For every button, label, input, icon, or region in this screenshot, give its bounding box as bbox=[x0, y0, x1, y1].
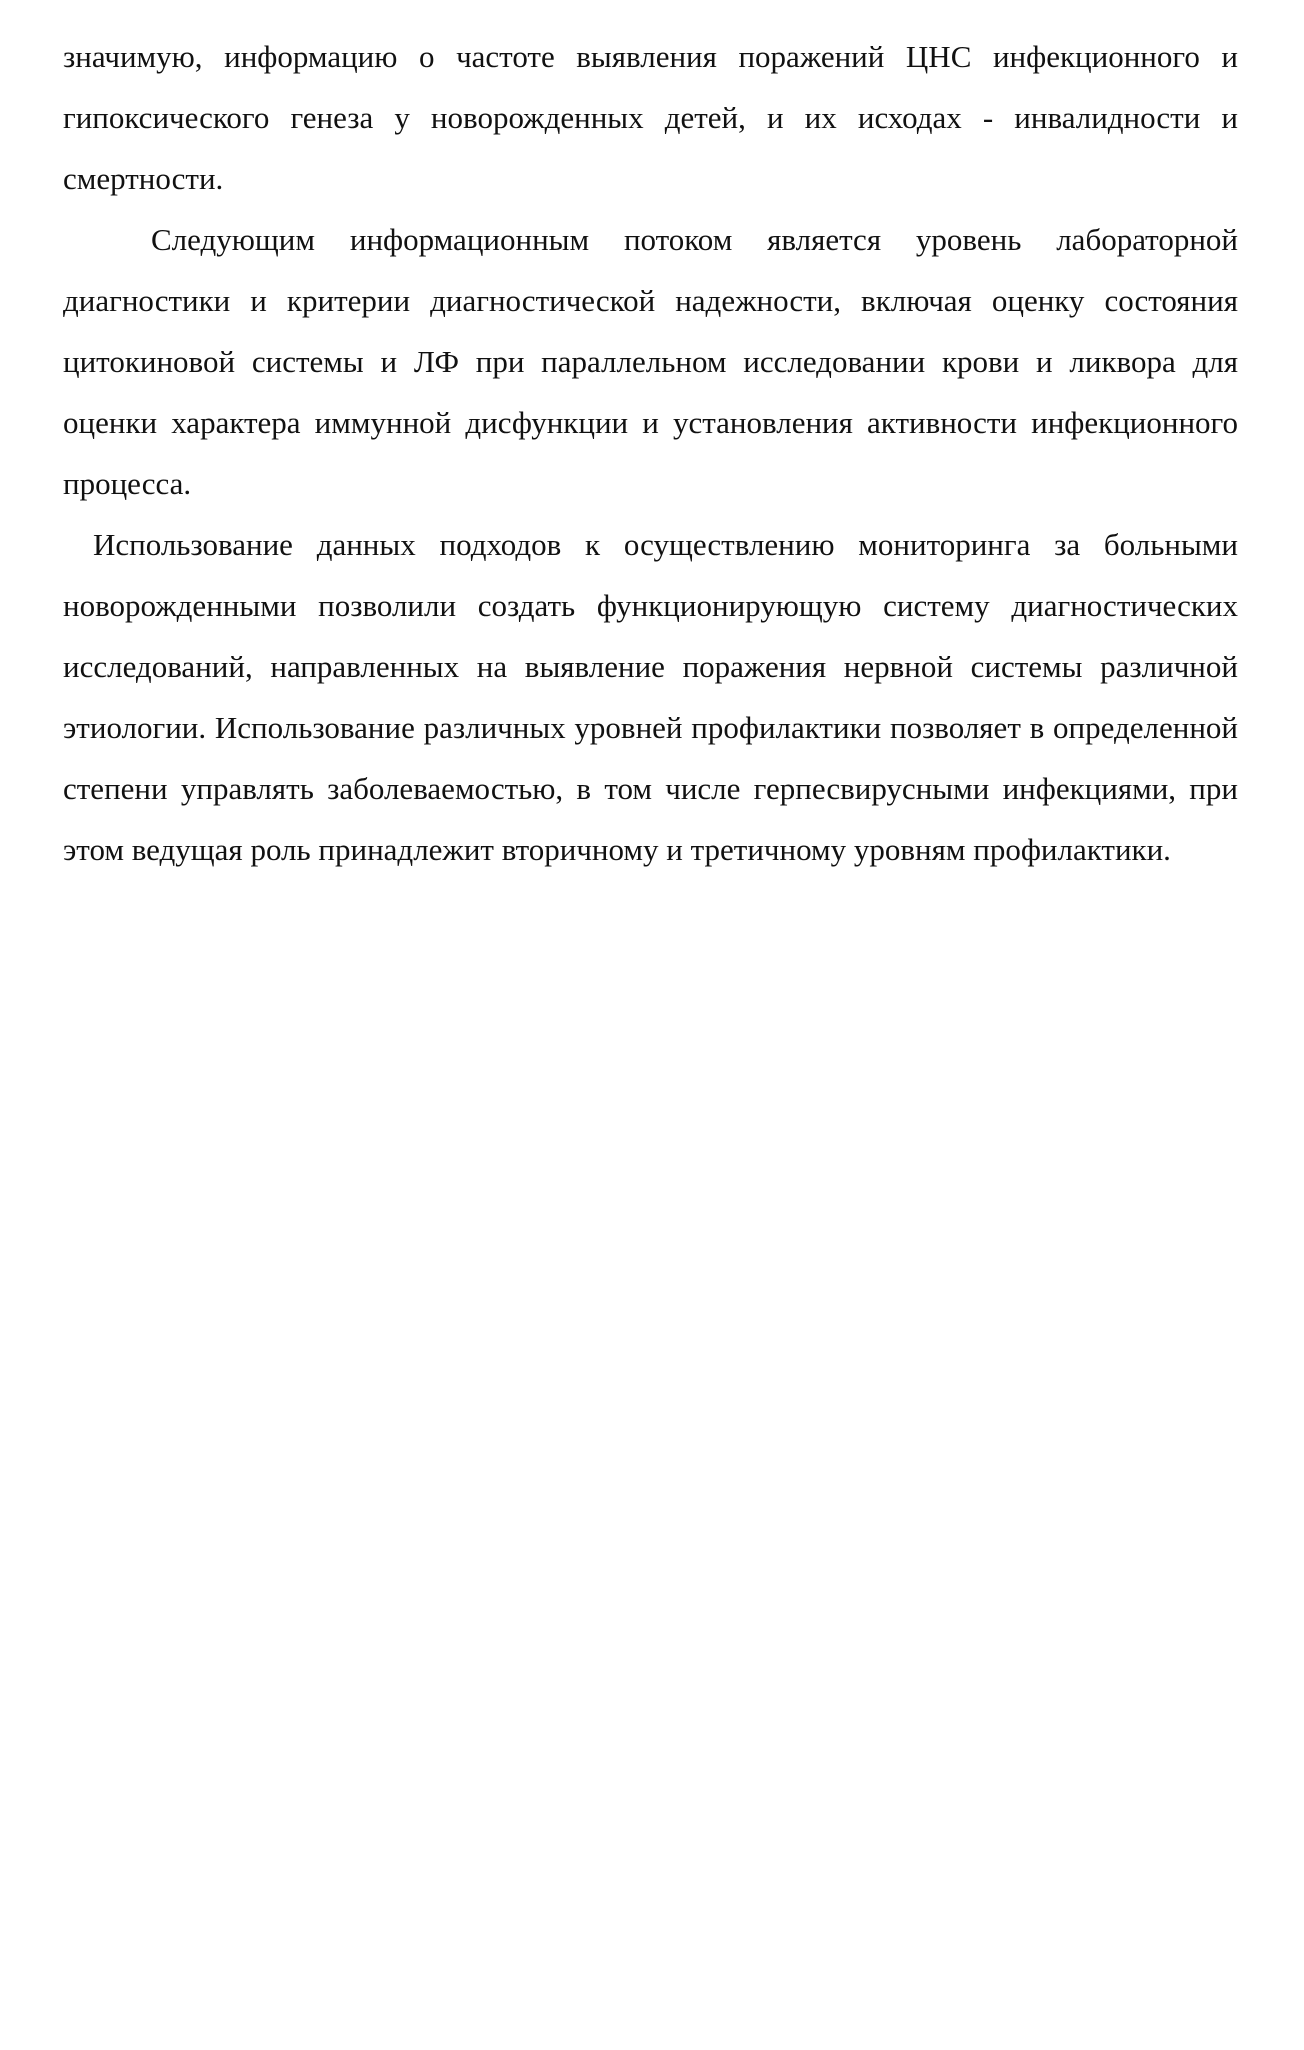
paragraph-monitoring-system: Использование данных подходов к осуществлению мониторинга за больными новорожденными позволили создать функционирующую систему диагностических исследований, направленных на выявление поражения нервной системы различной этиологии. Использование различных уровней профилактики позволяет в определенной степени управлять заболеваемостью, в том числе герпесвирусными инфекциями, при этом ведущая роль принадлежит вторичному и третичному уровням профилактики. bbox=[63, 527, 1238, 867]
paragraph-laboratory-diagnostics: Следующим информационным потоком является уровень лабораторной диагностики и критерии диагностической надежности, включая оценку состояния цитокиновой системы и ЛФ при параллельном исследовании крови и ликвора для оценки характера иммунной дисфункции и установления активности инфекционного процесса. bbox=[63, 222, 1238, 501]
paragraph-continuation: значимую, информацию о частоте выявления поражений ЦНС инфекционного и гипоксического генеза у новорожденных детей, и их исходах - инвалидности и смертности. bbox=[63, 39, 1238, 196]
document-body bbox=[63, 26, 1238, 880]
